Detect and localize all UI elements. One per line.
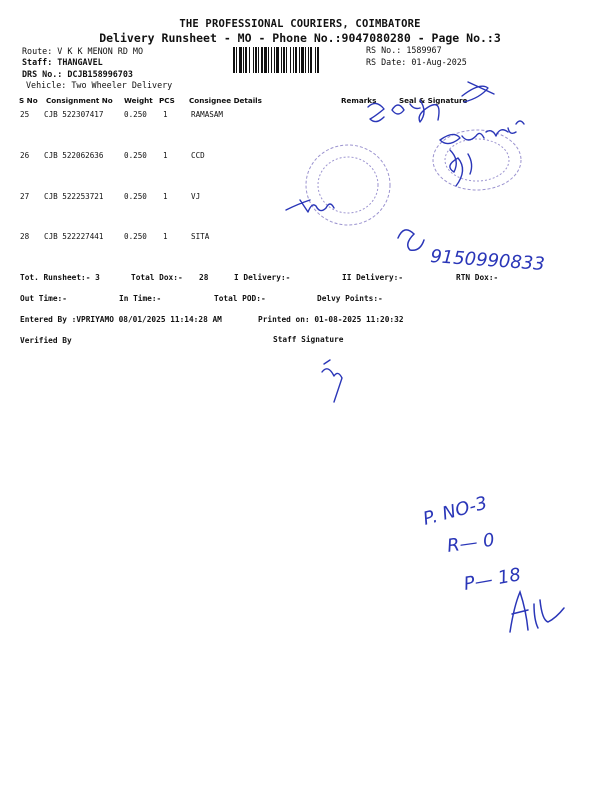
i-delivery: I Delivery:-	[234, 273, 291, 282]
total-dox-label: Total Dox:-	[131, 273, 183, 282]
row-pcs: 1	[163, 232, 168, 241]
staff-label: Staff: THANGAVEL	[22, 57, 103, 67]
row-weight: 0.250	[124, 110, 147, 119]
row-pcs: 1	[163, 110, 168, 119]
signature-marks	[286, 82, 524, 402]
note-line: R— 0	[445, 529, 496, 557]
row-consignment: CJB 522227441	[44, 232, 104, 241]
row-weight: 0.250	[124, 232, 147, 241]
staff-signature-label: Staff Signature	[273, 335, 344, 344]
note-line: P— 18	[462, 564, 523, 595]
col-consignment: Consignment No	[46, 96, 113, 105]
row-consignment: CJB 522062636	[44, 151, 104, 160]
ii-delivery: II Delivery:-	[342, 273, 404, 282]
printed-on: Printed on: 01-08-2025 11:20:32	[258, 315, 404, 324]
handwritten-notes	[421, 493, 564, 632]
col-remarks: Remarks	[341, 96, 377, 105]
drs-number: DRS No.: DCJB158996703	[22, 69, 133, 79]
verified-by: Verified By	[20, 336, 72, 345]
tot-runsheet: Tot. Runsheet:- 3	[20, 273, 100, 282]
total-pod: Total POD:-	[214, 294, 266, 303]
phone-note-text: 9150990833	[429, 246, 546, 275]
vehicle-label: Vehicle: Two Wheeler Delivery	[26, 80, 173, 90]
company-name: THE PROFESSIONAL COURIERS, COIMBATORE	[179, 18, 421, 30]
row-pcs: 1	[163, 151, 168, 160]
row-consignee: SITA	[191, 232, 210, 241]
row-pcs: 1	[163, 192, 168, 201]
rs-number: RS No.: 1589967	[366, 45, 442, 55]
note-initials-mark	[510, 592, 564, 632]
col-seal-signature: Seal & Signature	[399, 96, 468, 105]
rtn-dox: RTN Dox:-	[456, 273, 499, 282]
out-time: Out Time:-	[20, 294, 67, 303]
row-sno: 26	[20, 151, 30, 160]
row-sno: 28	[20, 232, 30, 241]
row-consignment: CJB 522307417	[44, 110, 104, 119]
row-consignment: CJB 522253721	[44, 192, 104, 201]
delvy-points: Delvy Points:-	[317, 294, 383, 303]
col-sno: S No	[19, 96, 38, 105]
entered-by: Entered By :VPRIYAMO 08/01/2025 11:14:28 AM	[20, 315, 222, 324]
row-weight: 0.250	[124, 151, 147, 160]
delivery-stamp	[306, 130, 521, 225]
row-consignee: VJ	[191, 192, 201, 201]
total-dox-value: 28	[199, 273, 209, 282]
row-consignee: RAMASAM	[191, 110, 224, 119]
row-sno: 25	[20, 110, 30, 119]
col-consignee: Consignee Details	[189, 96, 262, 105]
col-weight: Weight	[124, 96, 153, 105]
col-pcs: PCS	[159, 96, 175, 105]
rs-date: RS Date: 01-Aug-2025	[366, 57, 467, 67]
in-time: In Time:-	[119, 294, 162, 303]
row-weight: 0.250	[124, 192, 147, 201]
row-consignee: CCD	[191, 151, 205, 160]
row-sno: 27	[20, 192, 30, 201]
route-label: Route: V K K MENON RD MO	[22, 46, 144, 56]
handwritten-phone	[398, 230, 545, 275]
note-line: P. NO-3	[420, 492, 490, 530]
runsheet-title: Delivery Runsheet - MO - Phone No.:9047080280 - Page No.:3	[99, 31, 501, 45]
